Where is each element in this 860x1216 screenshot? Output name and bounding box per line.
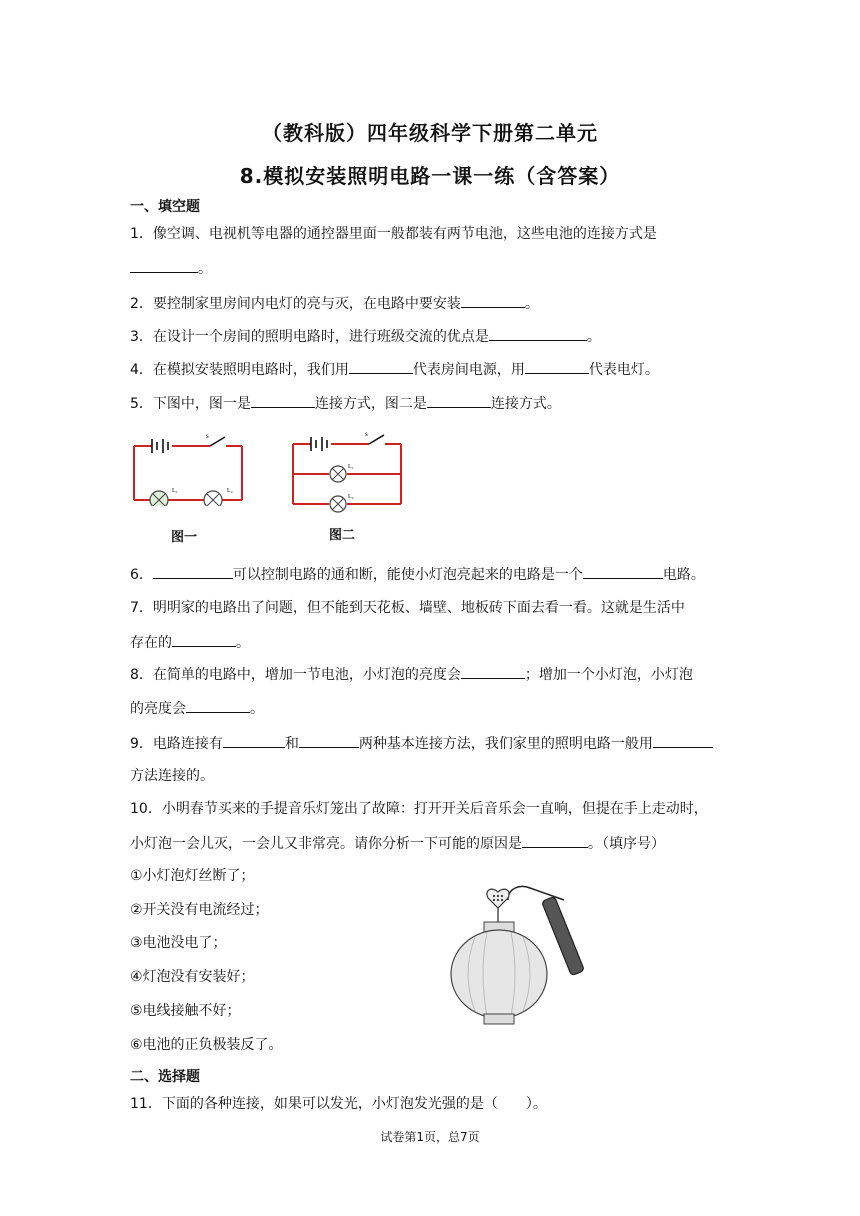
question-1-cont: 。 xyxy=(130,258,212,279)
figure-1-caption: 图一 xyxy=(171,530,198,545)
question-8: 8．在简单的电路中，增加一节电池，小灯泡的亮度会 ；增加一个小灯泡，小灯泡 xyxy=(130,664,693,685)
parallel-circuit-diagram xyxy=(287,428,407,518)
option-4: ④灯泡没有安装好； xyxy=(130,969,255,985)
page-footer: 试卷第1页，总7页 xyxy=(380,1130,480,1144)
question-9-cont: 方法连接的。 xyxy=(130,768,214,784)
option-5: ⑤电线接触不好； xyxy=(130,1003,241,1019)
switch-label: s xyxy=(206,432,209,440)
lamp-label-l2: L₂ xyxy=(348,494,354,500)
answer-blank xyxy=(172,632,236,647)
question-1: 1．像空调、电视机等电器的通控器里面一般都装有两节电池，这些电池的连接方式是 xyxy=(130,226,657,242)
question-11: 11．下面的各种连接，如果可以发光，小灯泡发光强的是（ ）。 xyxy=(130,1096,547,1112)
answer-blank xyxy=(223,733,285,748)
question-4: 4．在模拟安装照明电路时，我们用 代表房间电源，用 代表电灯。 xyxy=(130,359,659,380)
answer-blank xyxy=(461,664,525,679)
answer-blank xyxy=(461,293,525,308)
question-6: 6． 可以控制电路的通和断，能使小灯泡亮起来的电路是一个 电路。 xyxy=(130,564,705,585)
answer-blank xyxy=(583,564,663,579)
question-8-cont: 的亮度会 。 xyxy=(130,698,264,719)
section-multiple-choice: 二、选择题 xyxy=(130,1069,200,1085)
title-line-2: 8.模拟安装照明电路一课一练（含答案） xyxy=(239,164,621,188)
question-10-cont: 小灯泡一会儿灭，一会儿又非常亮。请你分析一下可能的原因是 。（填序号） xyxy=(130,833,665,854)
lamp-label-l1: L₁ xyxy=(348,464,354,470)
question-10: 10．小明春节买来的手提音乐灯笼出了故障：打开开关后音乐会一直响，但提在手上走动时， xyxy=(130,801,708,817)
lamp-label-l2: L₂ xyxy=(227,488,233,494)
switch-label: s xyxy=(365,430,368,438)
answer-blank xyxy=(653,733,713,748)
question-5: 5．下图中，图一是 连接方式，图二是 连接方式。 xyxy=(130,393,561,414)
question-9: 9．电路连接有 和 两种基本连接方法，我们家里的照明电路一般用 xyxy=(130,733,713,754)
answer-blank xyxy=(186,698,250,713)
option-6: ⑥电池的正负极装反了。 xyxy=(130,1037,283,1053)
question-7-cont: 存在的 。 xyxy=(130,632,250,653)
answer-blank xyxy=(427,393,491,408)
figure-2-caption: 图二 xyxy=(329,528,356,543)
lamp-label-l1: L₁ xyxy=(172,488,178,494)
series-circuit-diagram xyxy=(128,428,248,506)
answer-blank xyxy=(251,393,315,408)
question-2: 2．要控制家里房间内电灯的亮与灭，在电路中要安装 。 xyxy=(130,293,539,314)
answer-blank xyxy=(130,258,198,273)
question-3: 3．在设计一个房间的照明电路时，进行班级交流的优点是 。 xyxy=(130,326,601,347)
option-3: ③电池没电了； xyxy=(130,935,227,951)
section-fill-blank: 一、填空题 xyxy=(130,199,200,215)
lantern-illustration xyxy=(448,878,618,1028)
question-7: 7．明明家的电路出了问题，但不能到天花板、墙壁、地板砖下面去看一看。这就是生活中 xyxy=(130,600,685,616)
option-2: ②开关没有电流经过； xyxy=(130,902,269,918)
answer-blank xyxy=(522,833,588,848)
answer-blank xyxy=(489,326,587,341)
answer-blank xyxy=(153,564,233,579)
answer-blank xyxy=(525,359,589,374)
title-line-1: （教科版）四年级科学下册第二单元 xyxy=(262,121,598,145)
answer-blank xyxy=(349,359,413,374)
answer-blank xyxy=(299,733,359,748)
option-1: ①小灯泡灯丝断了； xyxy=(130,868,255,884)
